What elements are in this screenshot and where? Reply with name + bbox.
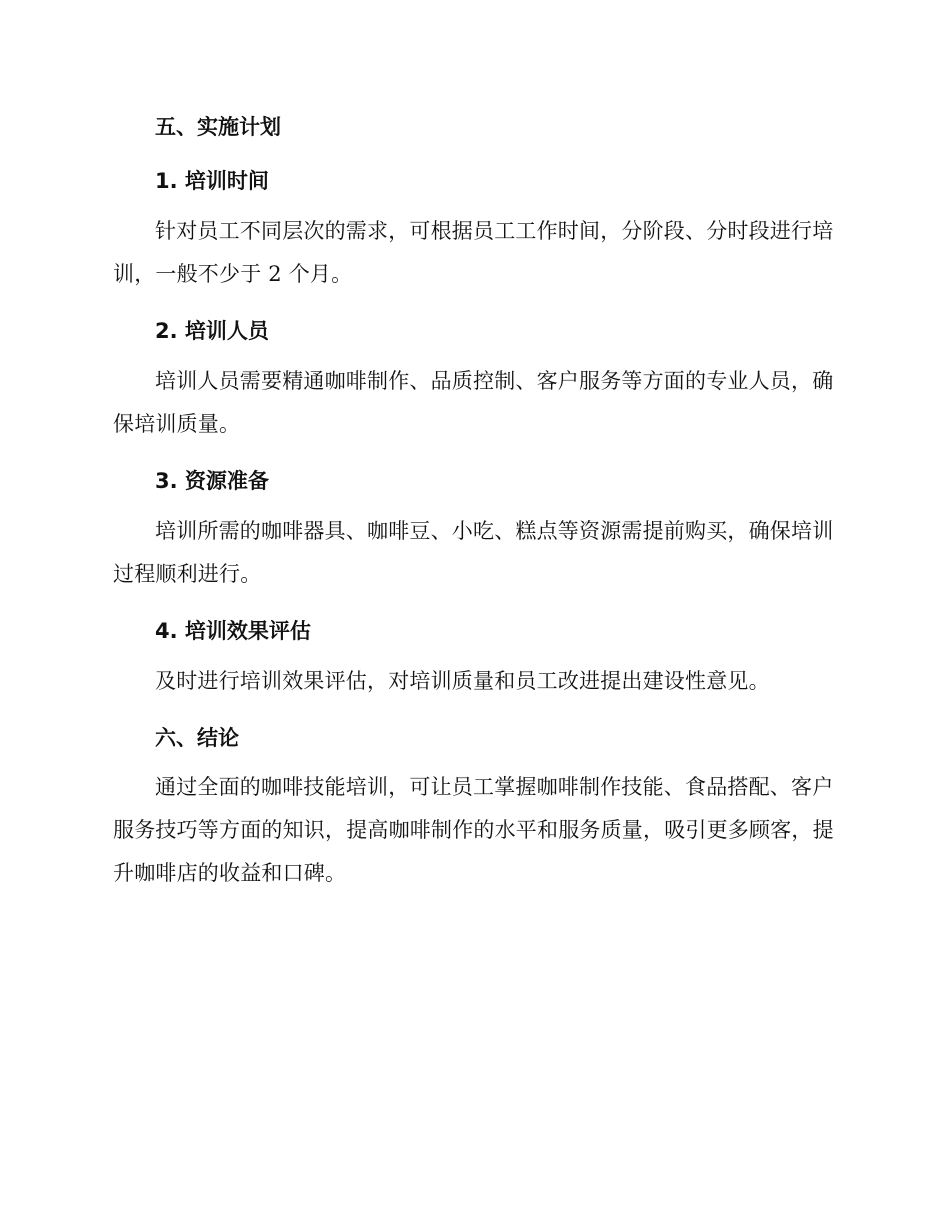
subheading-training-evaluation: 4. 培训效果评估 — [155, 619, 311, 643]
section-heading-conclusion: 六、结论 — [155, 726, 239, 750]
paragraph-training-time: 针对员工不同层次的需求，可根据员工工作时间，分阶段、分时段进行培训，一般不少于 2 个月。 — [113, 219, 834, 286]
paragraph-resource-preparation: 培训所需的咖啡器具、咖啡豆、小吃、糕点等资源需提前购买，确保培训过程顺利进行。 — [113, 519, 834, 586]
subheading-training-staff: 2. 培训人员 — [155, 319, 269, 343]
section-heading-implementation-plan: 五、实施计划 — [155, 115, 281, 139]
paragraph-conclusion: 通过全面的咖啡技能培训，可让员工掌握咖啡制作技能、食品搭配、客户服务技巧等方面的知识，提高咖啡制作的水平和服务质量，吸引更多顾客，提升咖啡店的收益和口碑。 — [113, 775, 834, 885]
subheading-training-time: 1. 培训时间 — [155, 169, 269, 193]
document-body — [113, 110, 835, 913]
paragraph-training-staff: 培训人员需要精通咖啡制作、品质控制、客户服务等方面的专业人员，确保培训质量。 — [113, 369, 834, 436]
paragraph-training-evaluation: 及时进行培训效果评估，对培训质量和员工改进提出建设性意见。 — [155, 669, 770, 693]
subheading-resource-preparation: 3. 资源准备 — [155, 469, 269, 493]
